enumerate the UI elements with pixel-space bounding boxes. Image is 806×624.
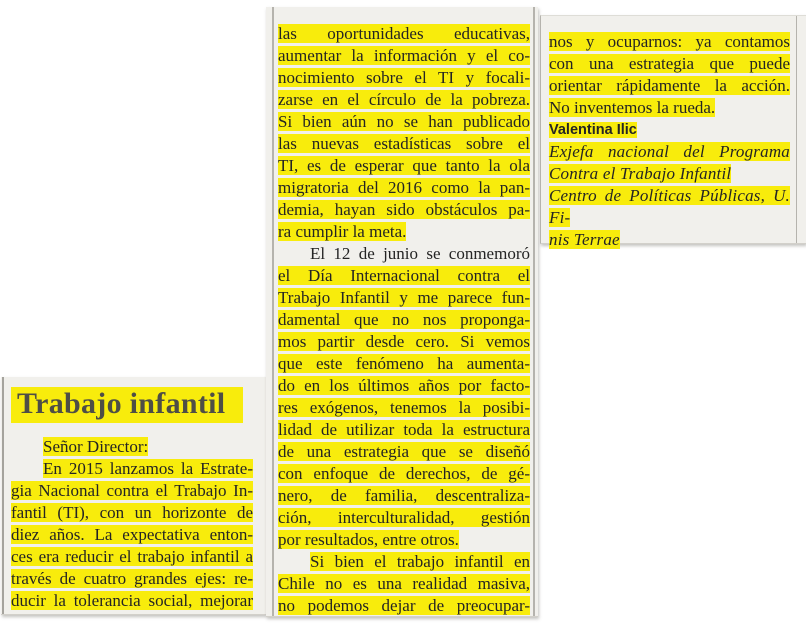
clipping-middle-column [266,7,538,617]
column-rule-right [533,7,535,616]
text-line [278,551,530,573]
highlighted-text: do en los últimos años por facto- [278,376,530,395]
column-rule-left [2,377,4,614]
highlighted-text: mos partir desde cero. Si vemos [278,332,530,351]
text-line [11,502,253,524]
highlighted-text: TI, es de esperar que tanto la ola [278,156,530,175]
highlighted-text: orientar rápidamente la acción. [549,76,790,95]
text-line [278,23,530,45]
text-line [11,524,253,546]
text-line [549,31,790,53]
highlighted-text: no podemos dejar de preocupar- [278,596,530,615]
highlighted-text: el Día Internacional contra el [278,266,530,285]
highlighted-title-text: Trabajo infantil [11,387,243,423]
plain-text: El 12 de junio se conmemoró [310,244,530,263]
text-line [278,287,530,309]
text-line [549,75,790,97]
text-line [278,507,530,529]
highlighted-text: las oportunidades educativas, [278,24,530,43]
text-line [278,375,530,397]
text-line [278,331,530,353]
text-line [11,480,253,502]
highlighted-text: Señor Director: [43,437,149,456]
text-line [278,45,530,67]
text-line [278,67,530,89]
text-line [278,265,530,287]
highlighted-text: nos y ocuparnos: ya contamos [549,32,790,51]
text-line [278,353,530,375]
text-line [11,436,253,458]
text-line [549,185,790,229]
highlighted-text: Exjefa nacional del Programa [549,142,790,161]
text-line [549,229,790,251]
text-line [278,595,530,617]
highlighted-text: zarse en el círculo de la pobreza. [278,90,530,109]
text-column-left [11,436,253,612]
highlighted-text: Si bien el trabajo infantil en [310,552,530,571]
text-line [11,568,253,590]
highlighted-text: con una estrategia que puede [549,54,790,73]
highlighted-text: través de cuatro grandes ejes: re- [11,569,253,588]
text-column-middle [278,23,530,617]
highlighted-text: res exógenos, tenemos la posibi- [278,398,530,417]
text-line [278,243,530,265]
text-line [278,221,530,243]
highlighted-text: demia, hayan sido obstáculos pa- [278,200,530,219]
column-rule-right [796,16,797,243]
text-line [278,441,530,463]
highlighted-text: nocimiento sobre el TI y focali- [278,68,530,87]
highlighted-text: con enfoque de derechos, de gé- [278,464,530,483]
text-line [278,485,530,507]
text-line [278,199,530,221]
highlighted-text: ción, interculturalidad, gestión [278,508,530,527]
text-line [11,458,253,480]
highlighted-text: de una estrategia que se diseñó [278,442,530,461]
highlighted-text: ducir la tolerancia social, mejorar [11,591,253,610]
highlighted-text: por resultados, entre otros. [278,530,459,549]
highlighted-text: No inventemos la rueda. [549,98,716,117]
highlighted-text: damental que no nos proponga- [278,310,530,329]
text-line [278,177,530,199]
article-title [11,386,253,421]
highlighted-text: lidad de utilizar toda la estructura [278,420,530,439]
highlighted-text: Contra el Trabajo Infantil [549,164,732,183]
text-line [11,590,253,612]
highlighted-text: que este fenómeno ha aumenta- [278,354,530,373]
highlighted-text: nis Terrae [549,230,620,249]
highlighted-text: diez años. La expectativa enton- [11,525,253,544]
text-line [278,89,530,111]
text-line [278,155,530,177]
highlighted-text: migratoria del 2016 como la pan- [278,178,530,197]
highlighted-text: ra cumplir la meta. [278,222,407,241]
text-line [549,163,790,185]
clipping-right-column [540,15,806,249]
highlighted-text: Chile no es una realidad masiva, [278,574,530,593]
text-line [278,111,530,133]
text-line [278,573,530,595]
text-line [278,309,530,331]
text-line [278,397,530,419]
clipping-left-column [1,377,266,615]
text-line [549,141,790,163]
highlighted-text: las nuevas estadísticas sobre el [278,134,530,153]
highlighted-text: aumentar la información y el co- [278,46,530,65]
highlighted-text: fantil (TI), con un horizonte de [11,503,253,522]
highlighted-text: Si bien aún no se han publicado [278,112,530,131]
highlighted-text: Valentina Ilic [549,122,637,138]
column-rule-left [272,7,274,616]
text-line [278,529,530,551]
text-line [278,133,530,155]
highlighted-text: gia Nacional contra el Trabajo In- [11,481,253,500]
highlighted-text: nero, de familia, descentraliza- [278,486,530,505]
highlighted-text: Trabajo Infantil y me parece fun- [278,288,530,307]
text-column-right [549,31,790,251]
text-line [549,97,790,119]
text-line [278,419,530,441]
highlighted-text: ces era reducir el trabajo infantil a [11,547,253,566]
text-line [549,53,790,75]
text-line [549,119,790,141]
highlighted-text: Centro de Políticas Públicas, U. Fi- [549,186,790,227]
text-line [278,463,530,485]
text-line [11,546,253,568]
highlighted-text: En 2015 lanzamos la Estrate- [43,459,253,478]
